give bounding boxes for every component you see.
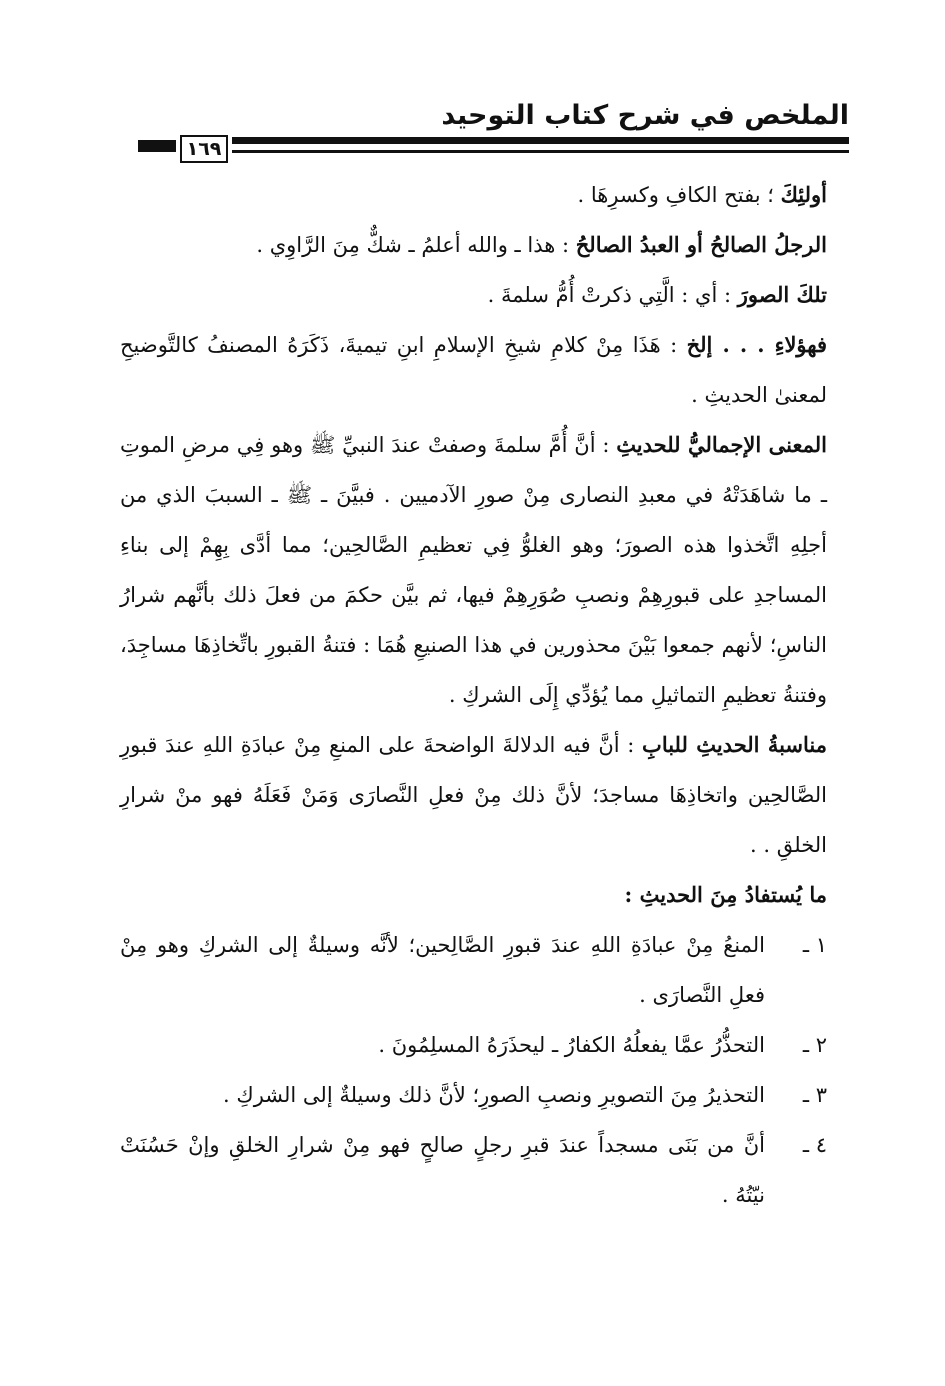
term: تلكَ الصورَ [737,282,827,307]
paragraph-text: : هذا ـ والله أعلمُ ـ شكٌّ مِنَ الرَّاوِي . [256,233,570,257]
paragraph [120,170,827,220]
item-text: أنَّ من بَنَى مسجداً عندَ قبرِ رجلٍ صالحٍ فهو مِنْ شرارِ الخلقِ وإنْ حَسُنَتْ نيّتُهُ . [120,1133,765,1207]
paragraph [120,720,827,870]
paragraph-text: : أنَّ أُمَّ سلمةَ وصفتْ عندَ النبيِّ ﷺ وهو فِي مرضِ الموتِ ـ ما شاهَدَتْهُ في معبدِ النصارى مِنْ صورِ الآدميين . فبيَّنَ ـ ﷺ ـ السببَ الذي من أجلِهِ اتَّخذوا هذه الصورَ؛ وهو الغلوُّ فِي تعظيمِ الصَّالحِين؛ مما أدَّى بِهِمْ إلى بناءِ المساجدِ على قبورِهِمْ ونصبِ صُوَرِهِمْ فيها، ثم بيَّن حكمَ من فعلَ ذلك بأنَّهم شرارُ الناسِ؛ لأنهم جمعوا بَيْنَ محذورين في هذا الصنيعِ هُمَا : فتنةُ القبورِ باتِّخاذِهَا مساجِدَ، وفتنةُ تعظيمِ التماثيلِ مما يُؤدِّي إِلَى الشركِ . [120,433,827,707]
paragraph-text: ؛ بفتح الكافِ وكسرِهَا . [577,183,774,207]
item-number: ١ ـ [802,933,827,957]
item-text: المنعُ مِنْ عبادَةِ اللهِ عندَ قبورِ الصَّالِحين؛ لأنَّه وسيلةٌ إلى الشركِ وهو مِنْ فعلِ النَّصارَى . [120,933,765,1007]
paragraph-text: : أي : الَّتِي ذكرتْ أُمُّ سلمةَ . [487,283,732,307]
list-item [120,920,827,1020]
term: مناسبةُ الحديثِ للبابِ [642,732,827,757]
item-text: التحذيرُ مِنَ التصويرِ ونصبِ الصورِ؛ لأنَّ ذلك وسيلةٌ إلى الشركِ . [223,1083,765,1107]
list-item [120,1120,827,1220]
paragraph-text: : هَذَا مِنْ كلامِ شيخِ الإسلامِ ابنِ تيميةَ، ذَكَرَهُ المصنفُ كالتَّوضيحِ لمعنىٰ الحديثِ . [120,333,827,407]
item-number: ٣ ـ [802,1083,827,1107]
term: الرجلُ الصالحُ أو العبدُ الصالحُ [575,232,827,257]
header-rule-top [232,137,849,144]
item-number: ٤ ـ [802,1133,827,1157]
body-text [120,170,827,1220]
term: فهؤلاءِ . . . إلخ [686,332,827,357]
list-item [120,1070,827,1120]
term: أولئِكَ [780,182,827,207]
paragraph [120,220,827,270]
running-title: الملخص في شرح كتاب التوحيد [441,100,849,131]
page-number: ١٦٩ [180,135,228,163]
paragraph [120,270,827,320]
header-rule-left [138,140,176,152]
paragraph-text: : أنَّ فيه الدلالةَ الواضحةَ على المنعِ مِنْ عبادَةِ اللهِ عندَ قبورِ الصَّالحِين واتخاذِهَا مساجدَ؛ لأنَّ ذلك مِنْ فعلِ النَّصارَى وَمَنْ فَعَلَهُ فهو منْ شرارِ الخلقِ . . [120,733,827,857]
benefits-list [120,920,827,1220]
benefits-heading: ما يُستفادُ مِنَ الحديثِ : [624,882,827,907]
paragraph [120,320,827,420]
paragraph [120,420,827,720]
list-item [120,1020,827,1070]
item-number: ٢ ـ [802,1033,827,1057]
term: المعنى الإجماليُّ للحديثِ [616,432,827,457]
header-rule-bottom [232,150,849,153]
item-text: التحذُّرُ عمَّا يفعلُهُ الكفارُ ـ ليحذَرَهُ المسلِمُونَ . [378,1033,765,1057]
